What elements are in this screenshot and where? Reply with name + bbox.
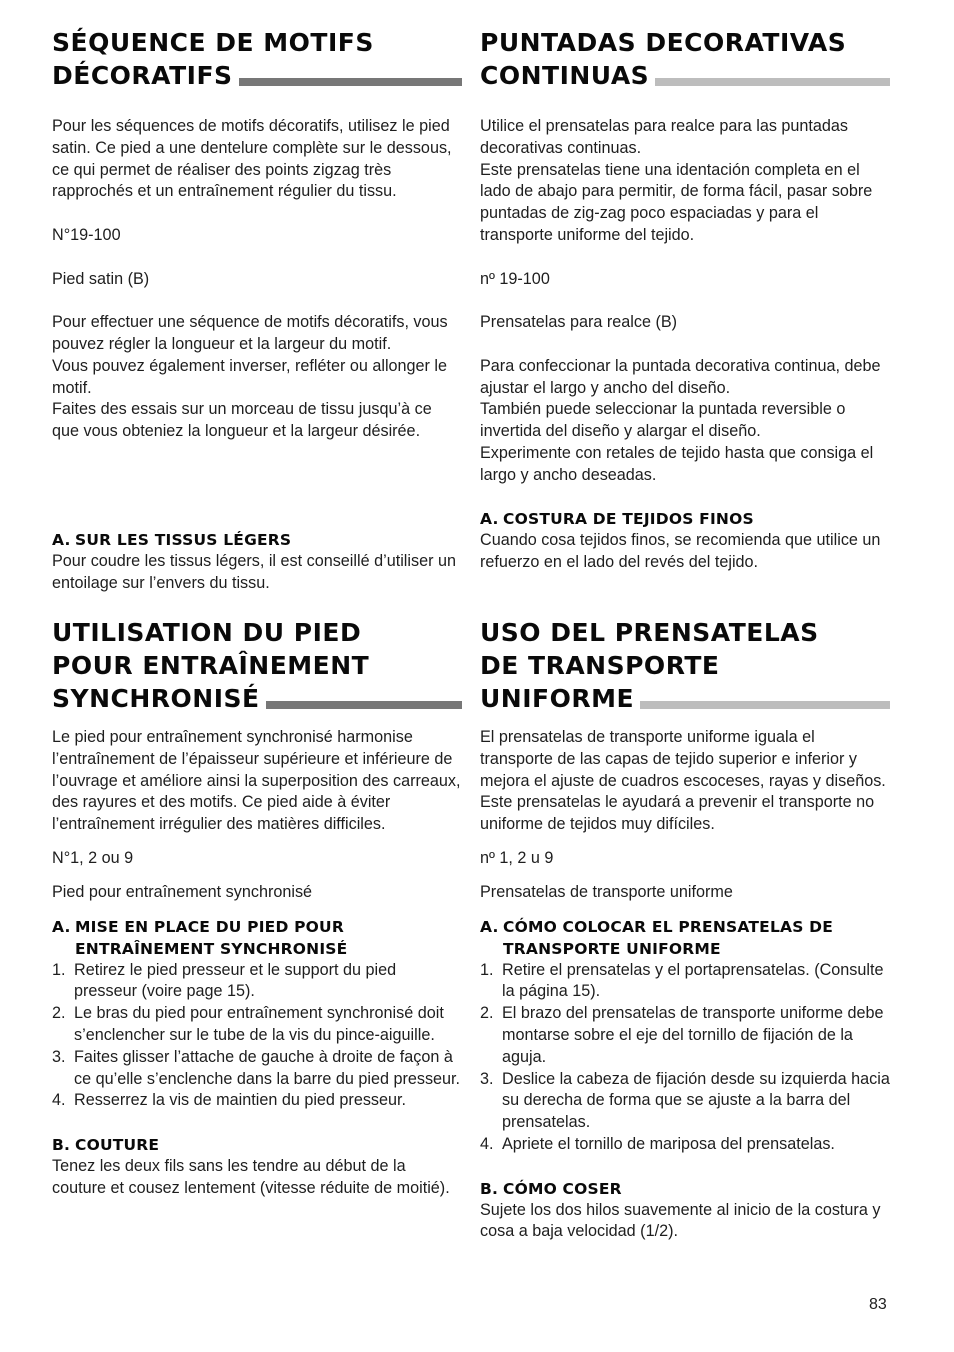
- steps-list: [52, 960, 462, 1113]
- title-rule: [266, 701, 462, 709]
- section-title-sequence-motifs: SÉQUENCE DE MOTIFS DÉCORATIFS: [52, 26, 462, 92]
- title-rule: [655, 78, 890, 86]
- subsection-tissus-legers: A. SUR LES TISSUS LÉGERS Pour coudre les tissus légers, il est conseillé d’utiliser un entoilage sur l’envers du tissu.: [52, 529, 462, 595]
- subheading: A. CÓMO COLOCAR EL PRENSATELAS DE TRANSPORTE UNIFORME: [480, 917, 834, 958]
- title-rule: [239, 78, 462, 86]
- page-number: 83: [869, 1296, 887, 1313]
- list-item: 1. Retirez le pied presseur et le support du pied presseur (voire page 15).: [52, 960, 397, 1001]
- section-body-prensatelas-transporte: El prensatelas de transporte uniforme iguala el transporte de las capas de tejido superior e inferior y mejora el ajuste de cuadros escoceses, rayas y diseños. Este prensatelas le ayudará a prevenir el transporte no uniforme de tejidos muy difíciles. nº 1, 2 u 9 Prensatelas de transporte uniforme A. CÓMO COLOCAR EL PRENSATELAS DE TRANSPORTE UNIFORME 1. Retire el prensatelas y el portaprensatelas. (Consulte la página 15). 2. El brazo del prensatelas de transporte uniforme debe montarse sobre el eje del tornillo de fijación de la aguja. 3. Deslice la cabeza de fijación desde su izquierda hacia su derecha de forma que se ajuste a la barra del prensatelas. 4. Apriete el tornillo de mariposa del prensatelas. B. CÓMO COSER Sujete los dos hilos suavemente al inicio de la costura y cosa a baja velocidad (1/2).: [480, 728, 890, 1241]
- section-body-pied-entrainement: Le pied pour entraînement synchronisé harmonise l’entraînement de l’épaisseur supérieure et inférieure de l’ouvrage et améliore ainsi la superposition des carreaux, des rayures et des motifs. Ce pied aide à éviter l’entraînement irrégulier des matières difficiles. N°1, 2 ou 9 Pied pour entraînement synchronisé A. MISE EN PLACE DU PIED POUR ENTRAÎNEMENT SYNCHRONISÉ 1. Retirez le pied presseur et le support du pied presseur (voire page 15). 2. Le bras du pied pour entraînement synchronisé doit s’enclencher sur le tube de la vis du pince-aiguille. 3. Faites glisser l’attache de gauche à droite de façon à ce qu’elle s’enclenche dans la barre du pied presseur. 4. Resserrez la vis de maintien du pied presseur. B. COUTURE Tenez les deux fils sans les tendre au début de la couture et cousez lentement (vitesse réduite de moitié).: [52, 728, 461, 1197]
- list-item: 3. Deslice la cabeza de fijación desde su izquierda hacia su derecha de forma que se ajuste a la barra del prensatelas.: [480, 1069, 890, 1132]
- subheading: A. MISE EN PLACE DU PIED POUR ENTRAÎNEMENT SYNCHRONISÉ: [52, 917, 348, 958]
- subheading: A. COSTURA DE TEJIDOS FINOS: [480, 510, 754, 528]
- section-title-puntadas-decorativas: PUNTADAS DECORATIVAS CONTINUAS: [480, 26, 890, 92]
- list-item: 3. Faites glisser l’attache de gauche à droite de façon à ce qu’elle s’enclenche dans la barre du pied presseur.: [52, 1047, 461, 1088]
- section-title-pied-entrainement: UTILISATION DU PIED POUR ENTRAÎNEMENT SYNCHRONISÉ: [52, 616, 462, 715]
- list-item: 2. Le bras du pied pour entraînement synchronisé doit s’enclencher sur le tube de la vis du pince-aiguille.: [52, 1004, 444, 1044]
- subsection-tejidos-finos: A. COSTURA DE TEJIDOS FINOS Cuando cosa tejidos finos, se recomienda que utilice un refuerzo en el lado del revés del tejido.: [480, 508, 890, 574]
- subheading: B. CÓMO COSER: [480, 1179, 622, 1198]
- section-title-prensatelas-transporte: USO DEL PRENSATELAS DE TRANSPORTE UNIFORME: [480, 616, 890, 715]
- list-item: 4. Resserrez la vis de maintien du pied presseur.: [52, 1091, 407, 1110]
- section-body-puntadas-decorativas: Utilice el prensatelas para realce para las puntadas decorativas continuas. Este prensatelas tiene una identación completa en el lado de abajo para permitir, de forma fácil, pasar sobre puntadas de zig-zag poco espaciadas y para el transporte uniforme del tejido. nº 19-100 Prensatelas para realce (B) Para confeccionar la puntada decorativa continua, debe ajustar el largo y ancho del diseño. También puede seleccionar la puntada reversible o invertida del diseño y alargar el diseño. Experimente con retales de tejido hasta que consiga el largo y ancho deseadas.: [480, 117, 881, 484]
- subheading: A. SUR LES TISSUS LÉGERS: [52, 531, 292, 549]
- list-item: 2. El brazo del prensatelas de transporte uniforme debe montarse sobre el eje del tornillo de fijación de la aguja.: [480, 1004, 884, 1066]
- steps-list: [480, 960, 890, 1156]
- list-item: 1. Retire el prensatelas y el portaprensatelas. (Consulte la página 15).: [480, 960, 884, 1001]
- title-rule: [640, 701, 890, 709]
- subheading: B. COUTURE: [52, 1135, 160, 1154]
- list-item: 4. Apriete el tornillo de mariposa del prensatelas.: [480, 1134, 835, 1153]
- section-body-sequence-motifs: Pour les séquences de motifs décoratifs, utilisez le pied satin. Ce pied a une dentelure complète sur le dessous, ce qui permet de réaliser des points zigzag très rapprochés et un entraînement régulier du tissu. N°19-100 Pied satin (B) Pour effectuer une séquence de motifs décoratifs, vous pouvez régler la longueur et la largeur du motif. Vous pouvez également inverser, refléter ou allonger le motif. Faites des essais sur un morceau de tissu jusqu’à ce que vous obteniez la longueur et la largeur désirée.: [52, 117, 452, 441]
